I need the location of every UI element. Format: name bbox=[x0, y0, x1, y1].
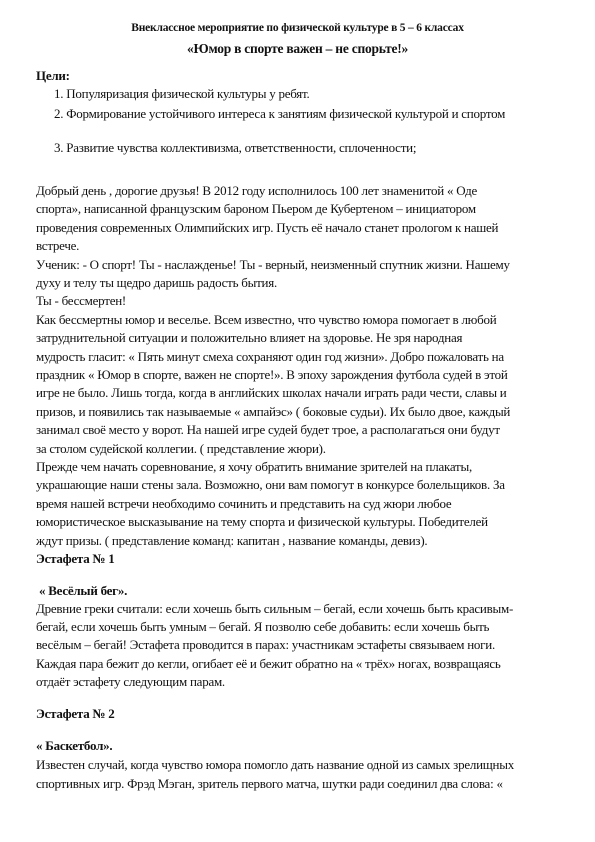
body-text-line: бегай, если хочешь быть умным – бегай. Я позволю себе добавить: если хочешь быть bbox=[36, 619, 490, 635]
relay-1-heading: Эстафета № 1 bbox=[36, 551, 115, 566]
body-text-line: призов, и появились так называемые « ампайэс» ( боковые судьи). Их было двое, каждый bbox=[36, 403, 511, 419]
relay-2-name: « Баскетбол». bbox=[36, 738, 113, 753]
body-text-line: Ученик: - О спорт! Ты - наслажденье! Ты - верный, неизменный спутник жизни. Нашему bbox=[36, 256, 510, 272]
goals-heading: Цели: bbox=[36, 68, 70, 83]
body-text-line: юмористическое высказывание на тему спорта и физической культуры. Победителей bbox=[36, 514, 488, 530]
body-text-line: Древние греки считали: если хочешь быть сильным – бегай, если хочешь быть красивым- bbox=[36, 601, 514, 616]
body-text-line: Добрый день , дорогие друзья! В 2012 году исполнилось 100 лет знаменитой « Оде bbox=[36, 183, 478, 198]
goal-item: 2. Формирование устойчивого интереса к занятиям физической культурой и спортом bbox=[54, 106, 506, 121]
body-text-line: ждут призы. ( представление команд: капитан , название команды, девиз). bbox=[36, 532, 428, 548]
body-text-line: Известен случай, когда чувство юмора помогло дать название одной из самых зрелищных bbox=[36, 757, 514, 772]
body-text-line: за столом судейской коллегии. ( представление жюри). bbox=[36, 440, 326, 456]
body-text-line: занимал своё место у ворот. На нашей игре судей будет трое, а располагаться они будут bbox=[36, 422, 500, 438]
goal-item: 3. Развитие чувства коллективизма, ответственности, сплоченности; bbox=[54, 140, 417, 155]
body-text-line: праздник « Юмор в спорте, важен не спорте!». В эпоху зарождения футбола судей в этой bbox=[36, 367, 508, 382]
body-text-line: спорта», написанной французским бароном Пьером де Кубертеном – инициатором bbox=[36, 201, 476, 217]
body-text-line: отдаёт эстафету следующим парам. bbox=[36, 673, 225, 689]
relay-2-heading: Эстафета № 2 bbox=[36, 706, 115, 721]
relay-1-name: « Весёлый бег». bbox=[39, 583, 128, 598]
body-text-line: духу и телу ты щедро даришь радость бытия. bbox=[36, 275, 277, 290]
goal-item: 1. Популяризация физической культуры у ребят. bbox=[54, 86, 310, 101]
document-title: «Юмор в спорте важен – не спорьте!» bbox=[187, 41, 408, 56]
body-text-line: игре не было. Лишь тогда, когда в английских школах начали играть ради чести, славы и bbox=[36, 385, 507, 401]
body-text-line: мудрость гласит: « Пять минут смеха сохраняют один год жизни». Добро пожаловать на bbox=[36, 348, 504, 364]
body-text-line: украшающие наши стены зала. Возможно, они вам помогут в конкурсе болельщиков. За bbox=[36, 477, 505, 493]
body-text-line: затруднительной ситуации и положительно влияет на здоровье. Не зря народная bbox=[36, 330, 463, 346]
body-text-line: Каждая пара бежит до кегли, огибает её и бежит обратно на « трёх» ногах, возвращаясь bbox=[36, 655, 501, 671]
body-text-line: Ты - бессмертен! bbox=[36, 293, 126, 309]
body-text-line: весёлым – бегай! Эстафета проводится в парах: участникам эстафеты связываем ноги. bbox=[36, 637, 495, 653]
body-text-line: Прежде чем начать соревнование, я хочу обратить внимание зрителей на плакаты, bbox=[36, 459, 472, 474]
document-subtitle: Внеклассное мероприятие по физической культуре в 5 – 6 классах bbox=[131, 22, 464, 34]
body-text-line: спортивных игр. Фрэд Мэган, зритель первого матча, шутки ради соединил два слова: « bbox=[36, 775, 503, 791]
body-text-line: Как бессмертны юмор и веселье. Всем известно, что чувство юмора помогает в любой bbox=[36, 311, 497, 327]
body-text-line: встрече. bbox=[36, 238, 80, 254]
body-text-line: проведения современных Олимпийских игр. Пусть её начало станет прологом к нашей bbox=[36, 219, 499, 235]
body-text-line: время нашей встречи необходимо сочинить и представить на суд жюри любое bbox=[36, 495, 452, 511]
